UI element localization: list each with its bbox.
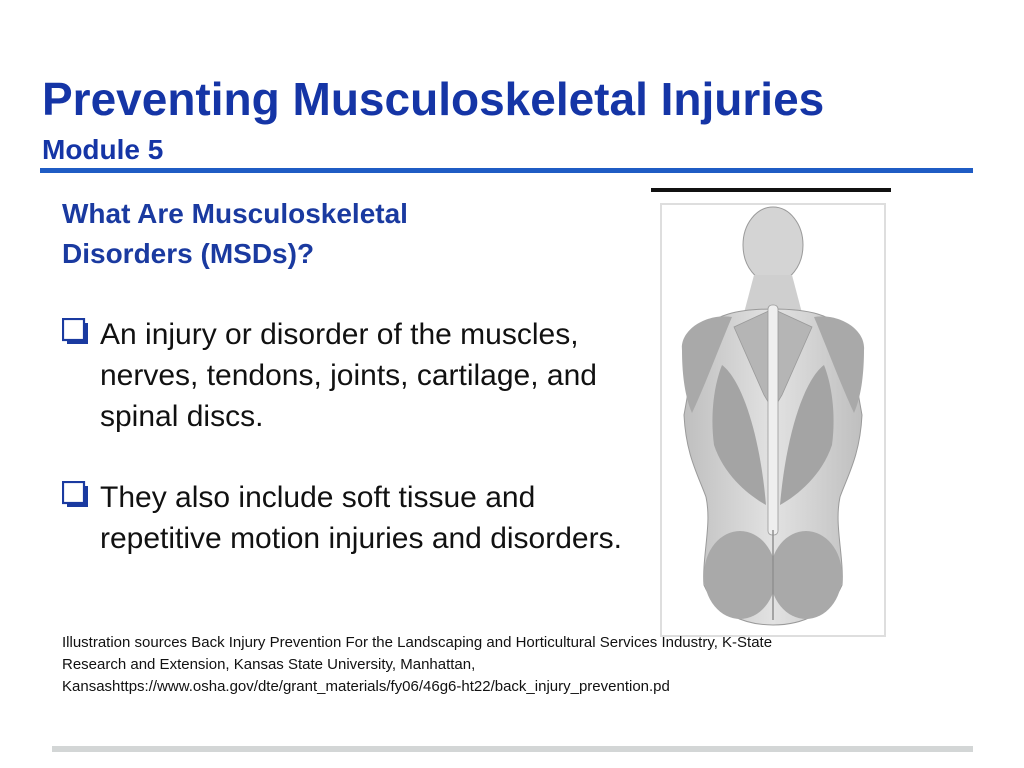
checkbox-bullet-icon xyxy=(62,318,90,346)
back-muscle-anatomy-illustration xyxy=(662,205,884,635)
bullet-text: They also include soft tissue and repetitive motion injuries and disorders. xyxy=(100,481,622,555)
caption-line: Illustration sources Back Injury Prevention For the Landscaping and Horticultural Services Industry, K-State xyxy=(62,634,773,651)
illustration-source-caption xyxy=(62,632,902,698)
section-heading: What Are Musculoskeletal Disorders (MSDs)? xyxy=(62,198,408,269)
slide-subtitle: Module 5 xyxy=(42,134,164,165)
bullet-item xyxy=(62,314,622,437)
caption-line: Research and Extension, Kansas State University, Manhattan, xyxy=(62,656,476,673)
caption-line: Kansashttps://www.osha.gov/dte/grant_materials/fy06/46g6-ht22/back_injury_prevention.pd xyxy=(62,678,670,695)
bullet-item xyxy=(62,477,622,559)
bullet-list xyxy=(62,314,622,599)
slide-title: Preventing Musculoskeletal Injuries xyxy=(42,73,825,125)
footer-divider xyxy=(52,746,973,752)
title-divider xyxy=(40,168,973,173)
anatomy-figure xyxy=(660,203,886,637)
figure-divider xyxy=(651,188,891,192)
bullet-text: An injury or disorder of the muscles, nerves, tendons, joints, cartilage, and spinal discs. xyxy=(100,318,597,433)
checkbox-bullet-icon xyxy=(62,481,90,509)
